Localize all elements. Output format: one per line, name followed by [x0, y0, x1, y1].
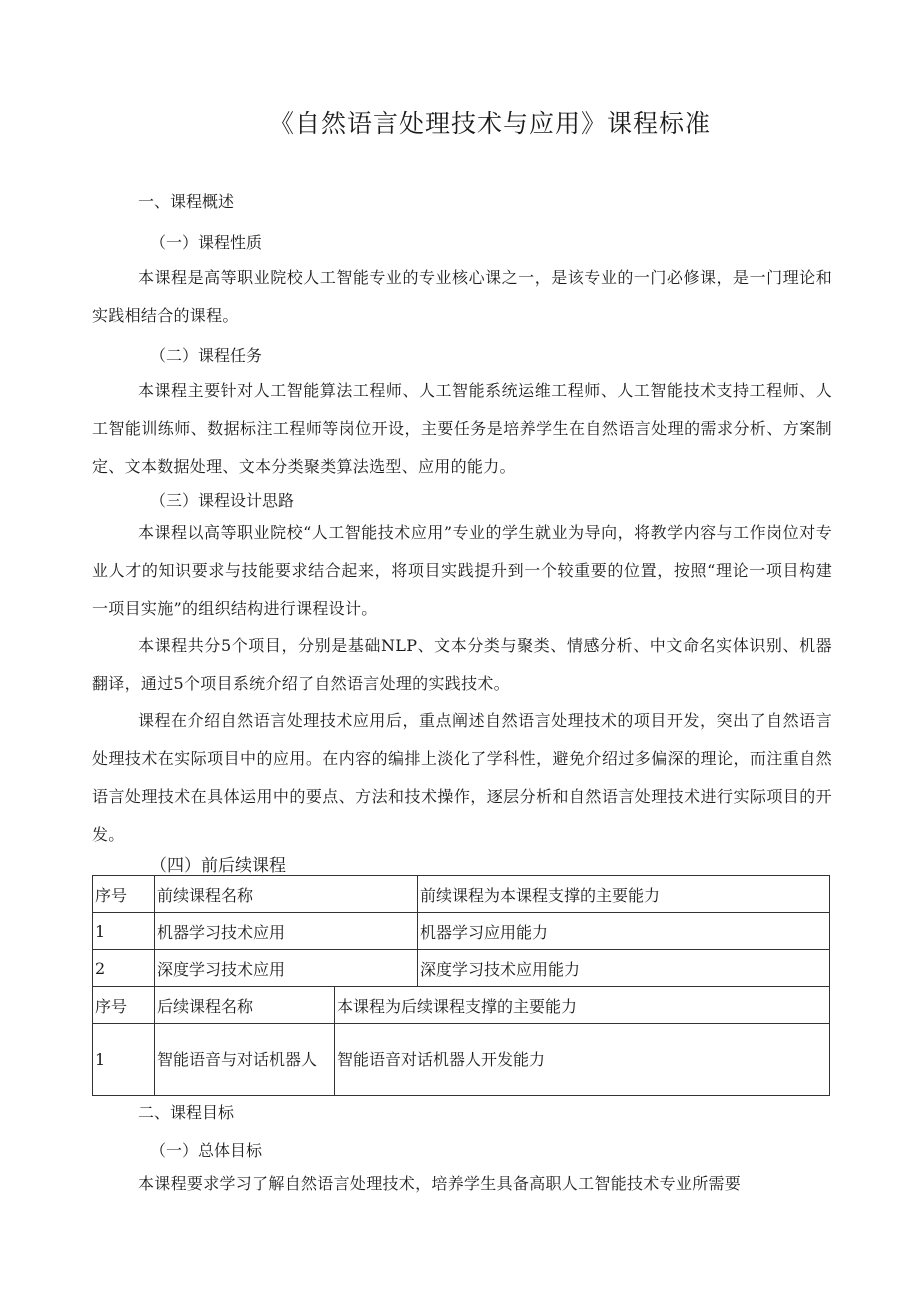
follow-cell-ability: 智能语音对话机器人开发能力: [335, 1024, 830, 1096]
paragraph-design-3: 课程在介绍自然语言处理技术应用后，重点阐述自然语言处理技术的项目开发，突出了自然语言处理技术在实际项目中的应用。在内容的编排上淡化了学科性，避免介绍过多偏深的理论，而注重自然语言处理技术在具体运用中的要点、方法和技术操作，逐层分析和自然语言处理技术进行实际项目的开发。: [92, 711, 832, 844]
paragraph-course-task: 本课程主要针对人工智能算法工程师、人工智能系统运维工程师、人工智能技术支持工程师、人工智能训练师、数据标注工程师等岗位开设，主要任务是培养学生在自然语言处理的需求分析、方案制定、文本数据处理、文本分类聚类算法选型、应用的能力。: [92, 381, 832, 476]
subheading-related-courses: （四）前后续课程: [150, 856, 286, 876]
follow-header-name: 后续课程名称: [155, 987, 335, 1024]
paragraph-design-1: 本课程以高等职业院校“人工智能技术应用”专业的学生就业为导向，将教学内容与工作岗位对专业人才的知识要求与技能要求结合起来，将项目实践提升到一个较重要的位置，按照“理论一项目构建一项目实施”的组织结构进行课程设计。: [92, 523, 832, 618]
table-row: [93, 950, 830, 987]
subheading-overall-objective: （一）总体目标: [150, 1141, 263, 1160]
subheading-course-task: （二）课程任务: [150, 346, 263, 365]
prereq-header-ability: 前续课程为本课程支撑的主要能力: [418, 876, 830, 913]
prereq-cell-name: 机器学习技术应用: [155, 913, 418, 950]
follow-header-row: [93, 987, 830, 1024]
prereq-header-no: 序号: [93, 876, 155, 913]
subheading-course-nature: （一）课程性质: [150, 233, 263, 252]
follow-cell-no: 1: [93, 1024, 155, 1096]
section-heading-overview: 一、课程概述: [138, 192, 235, 211]
paragraph-overall-objective: 本课程要求学习了解自然语言处理技术，培养学生具备高职人工智能技术专业所需要: [138, 1174, 742, 1193]
prereq-cell-ability: 深度学习技术应用能力: [418, 950, 830, 987]
table-row: [93, 913, 830, 950]
follow-header-ability: 本课程为后续课程支撑的主要能力: [335, 987, 830, 1024]
prereq-cell-no: 2: [93, 950, 155, 987]
subheading-course-design: （三）课程设计思路: [150, 491, 295, 510]
prereq-cell-ability: 机器学习应用能力: [418, 913, 830, 950]
prereq-header-row: [93, 876, 830, 913]
paragraph-design-2: 本课程共分5个项目，分别是基础NLP、文本分类与聚类、情感分析、中文命名实体识别、机器翻译，通过5个项目系统介绍了自然语言处理的实践技术。: [92, 636, 832, 693]
prereq-header-name: 前续课程名称: [155, 876, 418, 913]
follow-cell-name: 智能语音与对话机器人: [155, 1024, 335, 1096]
prereq-cell-name: 深度学习技术应用: [155, 950, 418, 987]
prereq-cell-no: 1: [93, 913, 155, 950]
related-courses-table: [92, 875, 830, 1096]
section-heading-objectives: 二、课程目标: [138, 1103, 235, 1122]
document-title: 《自然语言处理技术与应用》课程标准: [268, 109, 711, 138]
follow-header-no: 序号: [93, 987, 155, 1024]
paragraph-course-nature: 本课程是高等职业院校人工智能专业的专业核心课之一，是该专业的一门必修课，是一门理论和实践相结合的课程。: [92, 268, 832, 325]
table-row: [93, 1024, 830, 1096]
